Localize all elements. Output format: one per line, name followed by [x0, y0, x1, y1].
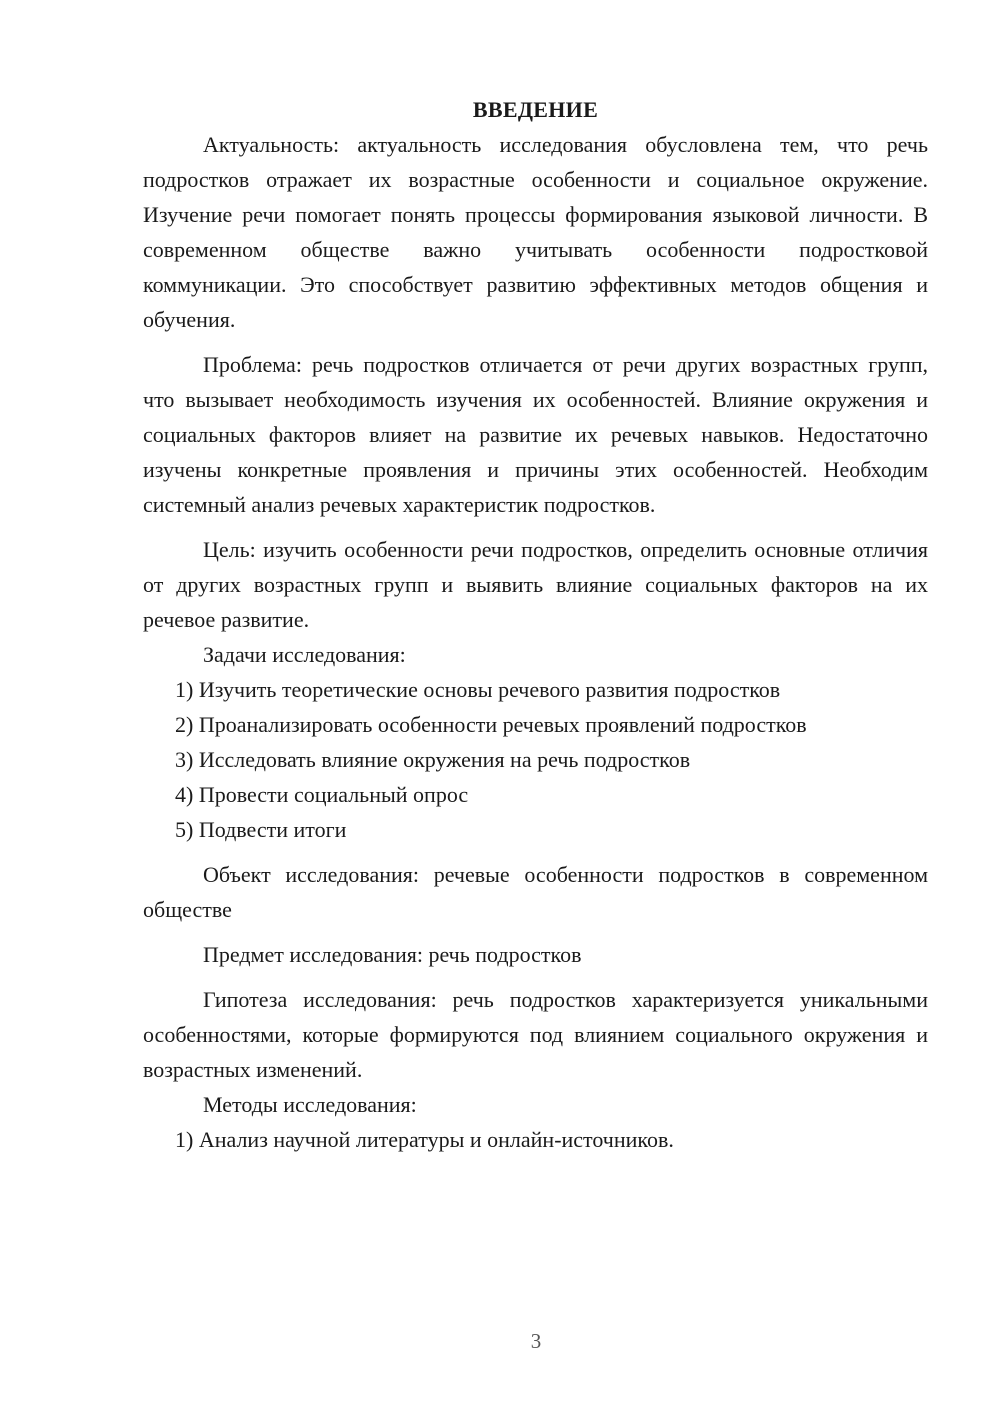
- document-page: [143, 92, 928, 1157]
- hypothesis-paragraph: Гипотеза исследования: речь подростков характеризуется уникальными особенностями, которые формируются под влиянием социального окружения и возрастных изменений.: [143, 987, 928, 1082]
- page-number: 3: [530, 1329, 542, 1353]
- task-item-1: 1) Изучить теоретические основы речевого развития подростков: [175, 677, 781, 702]
- object-paragraph: Объект исследования: речевые особенности подростков в современном обществе: [143, 862, 928, 922]
- task-item-5: 5) Подвести итоги: [175, 817, 347, 842]
- relevance-paragraph: Актуальность: актуальность исследования обусловлена тем, что речь подростков отражает их возрастные особенности и социальное окружение. Изучение речи помогает понять процессы формирования языковой личности. В современном обществе важно учитывать особенности подростковой коммуникации. Это способствует развитию эффективных методов общения и обучения.: [143, 132, 928, 332]
- goal-paragraph: Цель: изучить особенности речи подростков, определить основные отличия от других возрастных групп и выявить влияние социальных факторов на их речевое развитие.: [143, 537, 928, 632]
- task-item-3: 3) Исследовать влияние окружения на речь подростков: [175, 747, 691, 772]
- section-title: ВВЕДЕНИЕ: [472, 97, 599, 122]
- tasks-heading: Задачи исследования:: [203, 642, 406, 667]
- methods-heading: Методы исследования:: [203, 1092, 417, 1117]
- task-item-4: 4) Провести социальный опрос: [175, 782, 469, 807]
- method-item-1: 1) Анализ научной литературы и онлайн-источников.: [175, 1127, 674, 1152]
- task-item-2: 2) Проанализировать особенности речевых проявлений подростков: [175, 712, 807, 737]
- subject-paragraph: Предмет исследования: речь подростков: [203, 942, 582, 967]
- problem-paragraph: Проблема: речь подростков отличается от речи других возрастных групп, что вызывает необходимость изучения их особенностей. Влияние окружения и социальных факторов влияет на развитие их речевых навыков. Недостаточно изучены конкретные проявления и причины этих особенностей. Необходим системный анализ речевых характеристик подростков.: [143, 352, 928, 517]
